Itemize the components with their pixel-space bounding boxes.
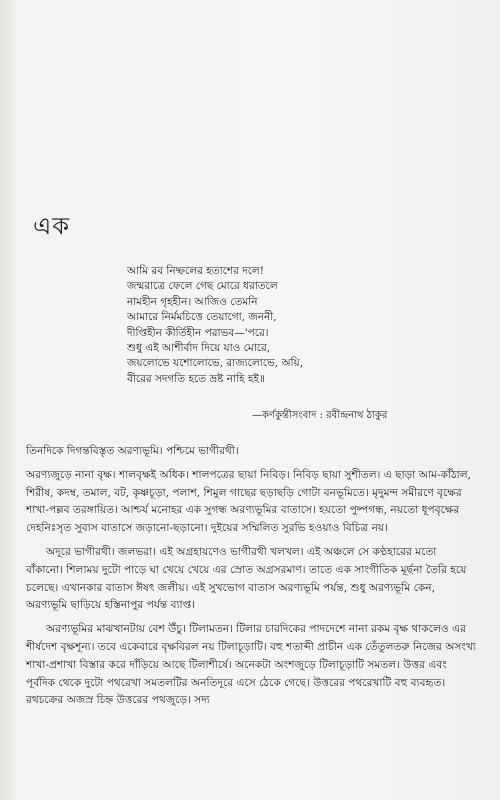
poem-line: আমারে নির্মমচিত্তে তেয়াগো, জননী, <box>127 311 277 324</box>
poem-line: শুধু এই আশীর্বাদ দিয়ে যাও মোরে, <box>127 342 271 355</box>
body-text <box>26 443 476 716</box>
paragraph: তিনদিকে দিগন্তবিস্তৃত অরণ্যভূমি। পশ্চিমে ভাগীরথী। <box>26 445 239 457</box>
paragraph: অরণ্যভূমির মাঝখানটায় বেশ উঁচু। টিলামতন। টিলার চারদিকের পাদদেশে নানা রকম বৃক্ষ থাকলেও এর শীর্ষদেশ বৃক্ষশূন্য। তবে একেবারে বৃক্ষবিরল নয় টিলাচূড়াটি। বহু শতাব্দী প্রাচীন এক তেঁতুলতরু নিজের অসংখ্য শাখা-প্রশাখা বিস্তার করে দাঁড়িয়ে আছে টিলাশীর্ষে। অনেকটা অংশজুড়ে টিলাচূড়াটি সমতল। উত্তর এবং পূর্বদিক থেকে দুটো পথরেখা সমতলটির অনতিদূরে এসে ঠেকে গেছে। উত্তরের পথরেখাটি বহু ব্যবহৃত। রথচক্রের অজস্র চিহ্ন উত্তরের পথজুড়ে। সদ্য <box>26 623 477 707</box>
chapter-title: এক <box>33 212 71 240</box>
poem-line: দীপ্তিহীন কীর্তিহীন পরাভব—'পরে। <box>127 326 269 339</box>
epigraph-poem <box>127 264 447 387</box>
poem-attribution: —কর্ণকুন্তীসংবাদ : রবীন্দ্রনাথ ঠাকুর <box>252 410 388 421</box>
poem-line: জয়লোভে যশোলোভে, রাজ্যলোভে, অয়ি, <box>127 357 304 370</box>
paragraph: অরণ্যজুড়ে নানা বৃক্ষ। শালবৃক্ষই অধিক। শালপত্রের ছায়া নিবিড়। নিবিড় ছায়া সুশীতল। এ ছাড়া আম-কাঁঠাল, শিরীষ, কদম্ব, তমাল, বট, কৃষ্ণচূড়া, পলাশ, শিমুল গাছের ছড়াছড়ি গোটা বনভূমিতে। মৃদুমন্দ সমীরণে বৃক্ষের শাখা-পল্লব তরঙ্গায়িত। আশ্চর্য মনোহর এক সুগন্ধ অরণ্যভূমির বাতাসে। হয়তো পুষ্পগন্ধ, নয়তো ধূপবৃক্ষের দেহনিঃসৃত সুবাস বাতাসে জড়ানো-ছড়ানো। দুইয়ের সম্মিলিত সুরভি হওয়াও বিচিত্র নয়। <box>26 468 471 535</box>
poem-line: জন্মরাত্রে ফেলে গেছ মোরে ধরাতলে <box>127 280 278 293</box>
poem-line: নামহীন গৃহহীন। আজিও তেমনি <box>127 295 258 308</box>
paragraph: অদূরে ভাগীরথী। জলভরা। এই অগ্রহায়ণেও ভাগীরথী খলখল। এই অঞ্চলে সে কণ্ঠহারের মতো বাঁকানো। শিলাময় দুটো পাড়ে ঘা খেয়ে খেয়ে এর স্রোত অগ্রসরমাণ। তাতে এক সাংগীতিক মূর্ছনা তৈরি হয়ে চলেছে। এখানকার বাতাস ঈষৎ জলীয়। এই সুখভোগ বাতাস অরণ্যভূমি পর্যন্ত, শুধু অরণ্যভূমি কেন, অরণ্যভূমি ছাড়িয়ে হস্তিনাপুর পর্যন্ত ব্যাপ্ত। <box>26 545 467 612</box>
poem-line: বীরের সদগতি হতে ভ্রষ্ট নাহি হই॥ <box>127 372 265 385</box>
poem-line: আমি রব নিষ্ফলের হতাশের দলে! <box>127 265 264 277</box>
